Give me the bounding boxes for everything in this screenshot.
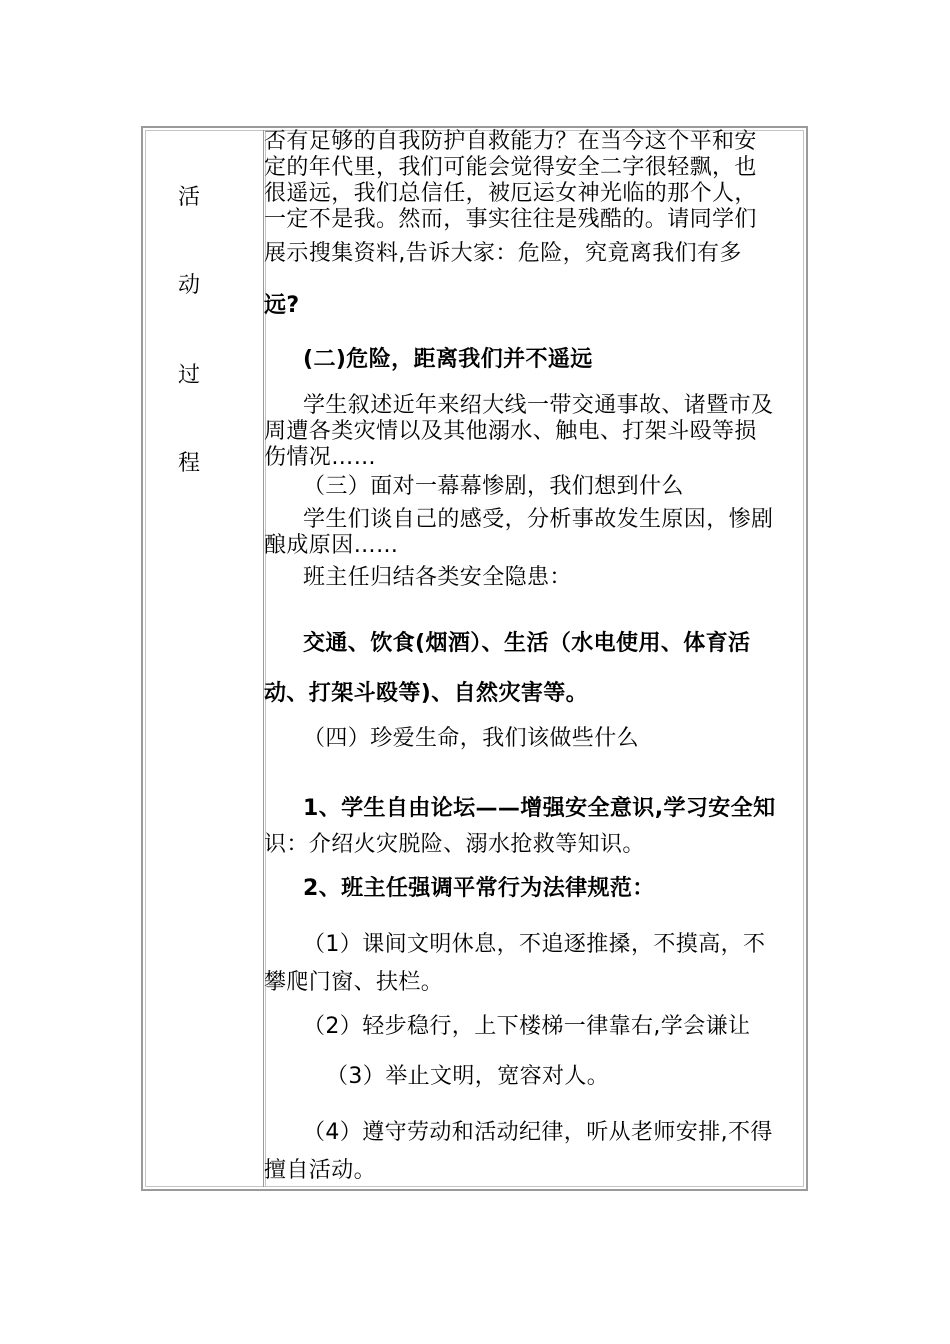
column-divider — [263, 130, 266, 1187]
content-line: 学生叙述近年来绍大线一带交通事故、诸暨市及 — [303, 393, 774, 418]
section-heading-4: （四）珍爱生命，我们该做些什么 — [303, 726, 640, 751]
label-char-3: 过 — [178, 363, 201, 388]
content-line: （2）轻步稳行，上下楼梯一律靠右,学会谦让 — [303, 1014, 751, 1039]
content-line: 伤情况…… — [264, 445, 377, 470]
content-line: 定的年代里，我们可能会觉得安全二字很轻飘，也 — [264, 155, 757, 180]
content-line: 否有足够的自我防护自救能力？在当今这个平和安 — [264, 129, 757, 154]
content-line: （3）举止文明，宽容对人。 — [326, 1064, 610, 1089]
content-line: 1、学生自由论坛——增强安全意识,学习安全知 — [303, 796, 776, 821]
content-line: 学生们谈自己的感受，分析事故发生原因，惨剧 — [303, 507, 774, 532]
content-line: 班主任归结各类安全隐患： — [303, 565, 572, 590]
content-line: 酿成原因…… — [264, 533, 399, 558]
content-line: 擅自活动。 — [264, 1158, 377, 1183]
content-line: （1）课间文明休息，不追逐推搡，不摸高，不 — [303, 932, 766, 957]
content-line: 一定不是我。然而，事实往往是残酷的。请同学们 — [264, 207, 757, 232]
content-line: 动、打架斗殴等)、自然灾害等。 — [264, 681, 589, 706]
content-line: 远? — [264, 293, 300, 318]
content-line: （4）遵守劳动和活动纪律，听从老师安排,不得 — [303, 1120, 773, 1145]
content-line: 攀爬门窗、扶栏。 — [264, 970, 444, 995]
section-heading-2: (二)危险，距离我们并不遥远 — [303, 347, 593, 372]
content-line: 识：介绍火灾脱险、溺水抢救等知识。 — [264, 832, 645, 857]
content-line: 很遥远，我们总信任，被厄运女神光临的那个人， — [264, 181, 757, 206]
label-char-4: 程 — [178, 451, 201, 476]
content-line: 交通、饮食(烟酒）、生活（水电使用、体育活 — [303, 631, 751, 656]
section-heading-3: （三）面对一幕幕惨剧，我们想到什么 — [303, 474, 684, 499]
content-line: 2、班主任强调平常行为法律规范： — [303, 876, 655, 901]
content-line: 周遭各类灾情以及其他溺水、触电、打架斗殴等损 — [264, 419, 757, 444]
content-line: 展示搜集资料,告诉大家：危险，究竟离我们有多 — [264, 241, 742, 266]
label-char-2: 动 — [178, 273, 201, 298]
label-char-1: 活 — [178, 185, 201, 210]
